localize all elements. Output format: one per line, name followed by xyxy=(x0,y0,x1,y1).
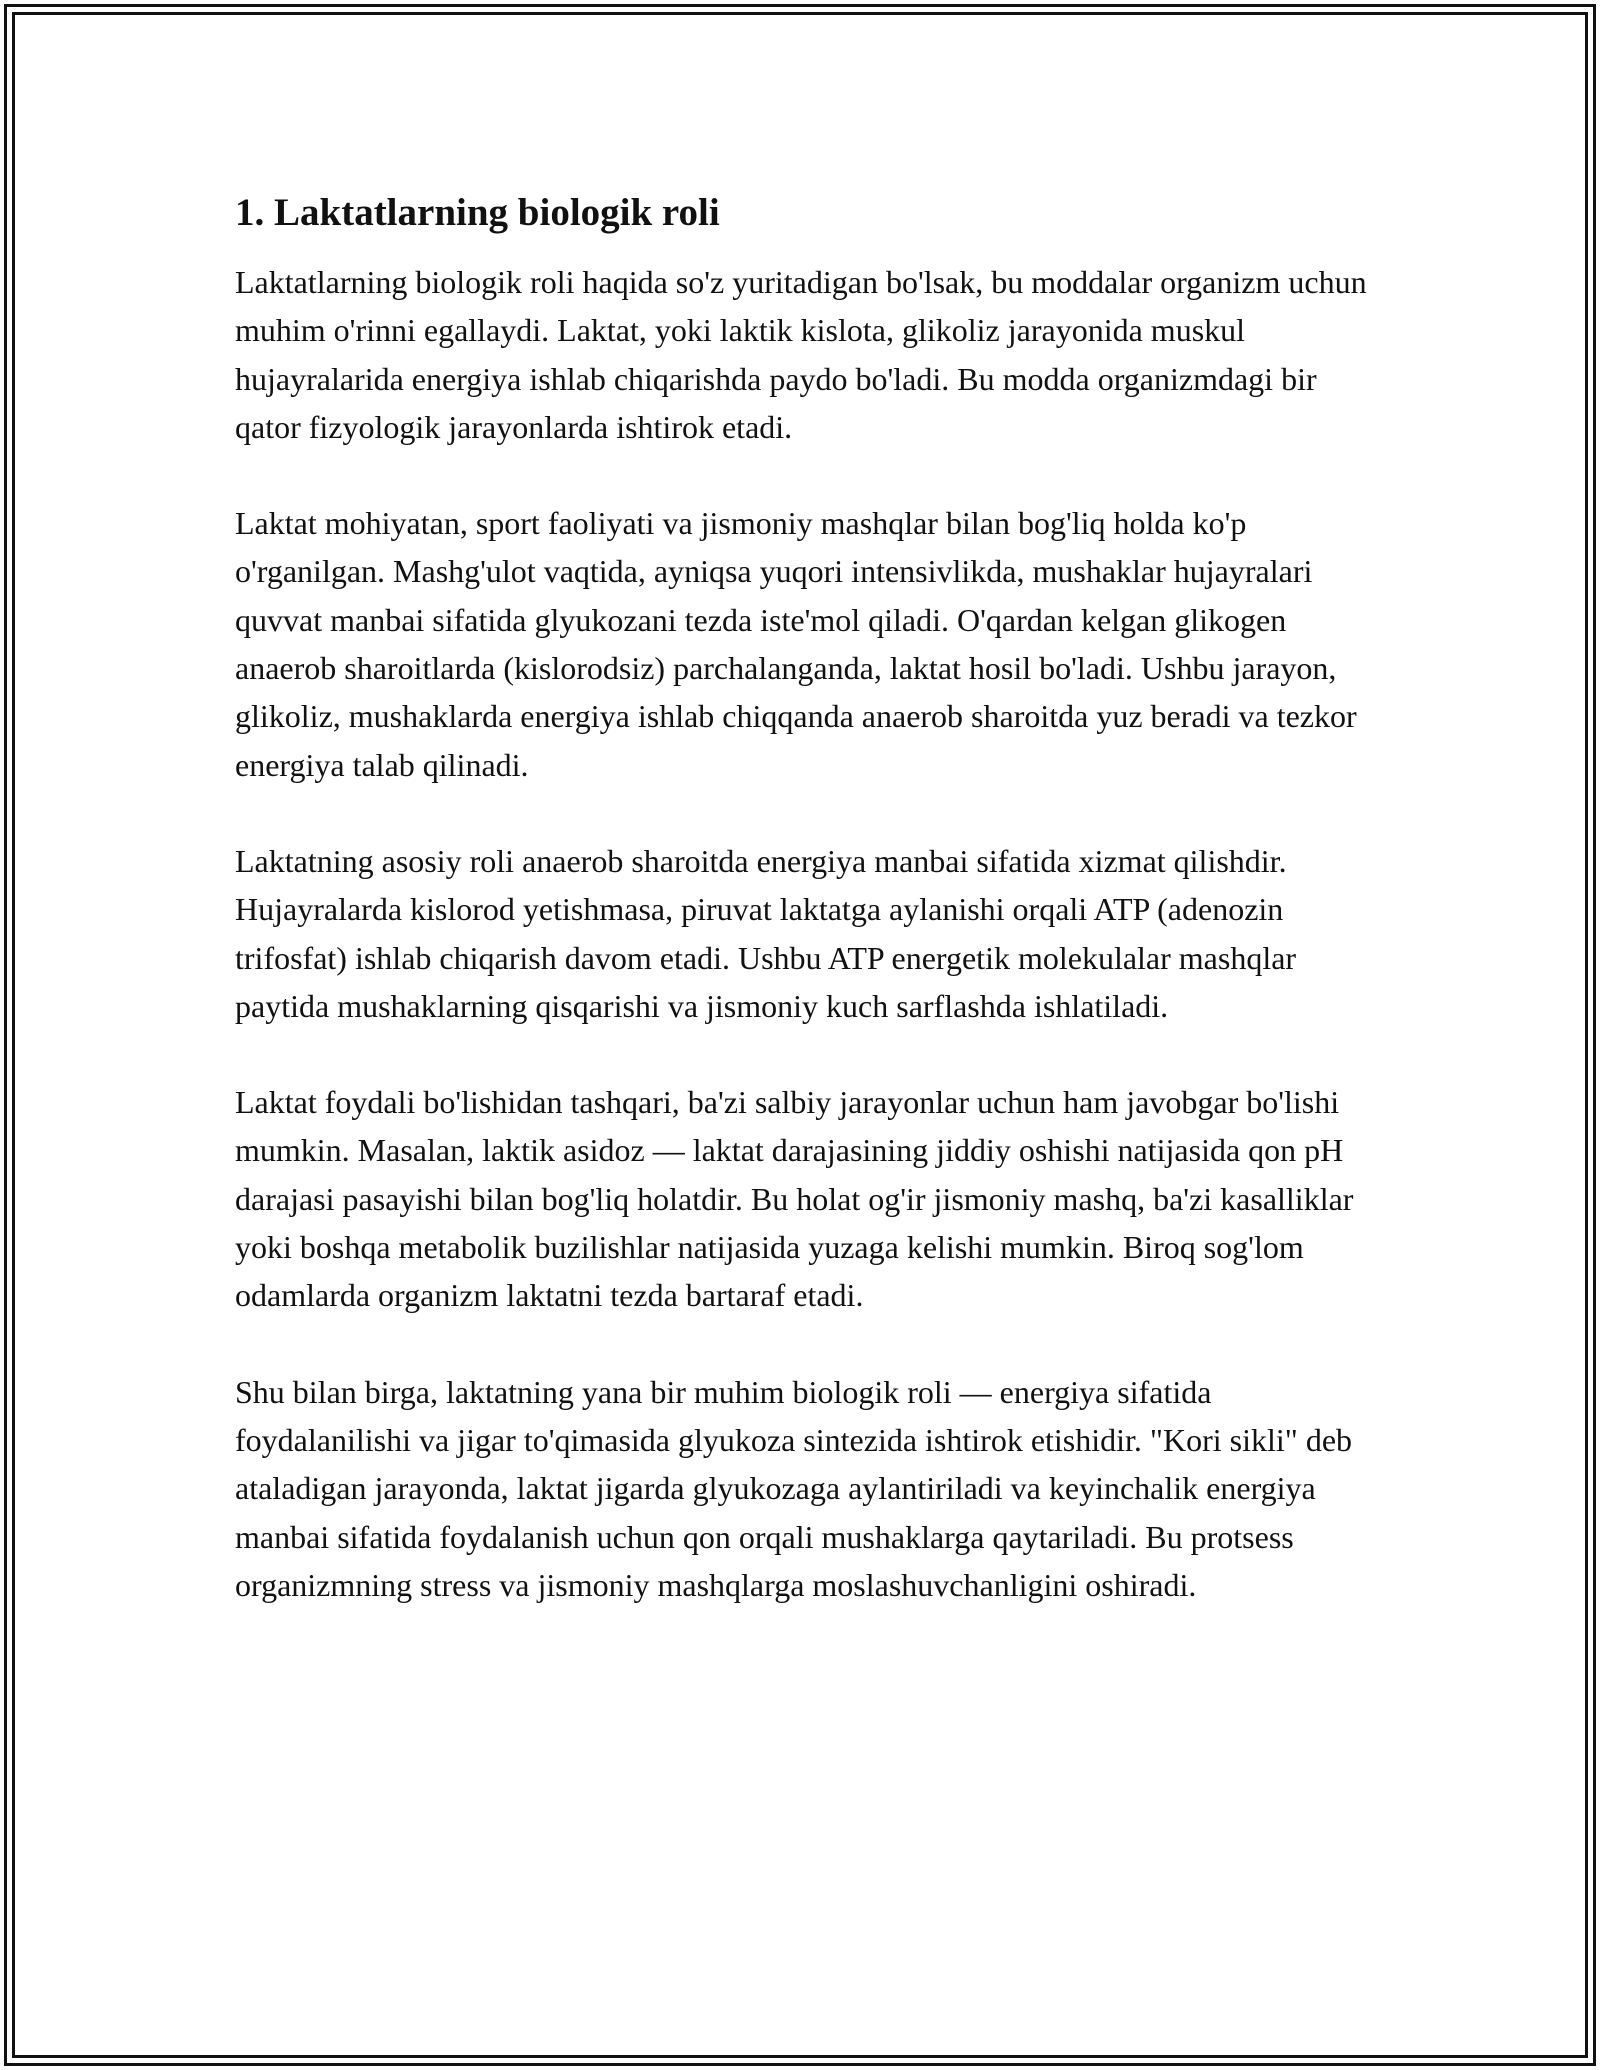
paragraph-1: Laktatlarning biologik roli haqida so'z yuritadigan bo'lsak, bu moddalar organizm uchun muhim o'rinni egallaydi. Laktat, yoki laktik kislota, glikoliz jarayonida muskul hujayralarida energiya ishlab chiqarishda paydo bo'ladi. Bu modda organizmdagi bir qator fizyologik jarayonlarda ishtirok etadi. xyxy=(235,264,1367,445)
paragraph-5: Shu bilan birga, laktatning yana bir muhim biologik roli — energiya sifatida foydalanilishi va jigar to'qimasida glyukoza sintezida ishtirok etishidir. "Kori sikli" deb ataladigan jarayonda, laktat jigarda glyukozaga aylantiriladi va keyinchalik energiya manbai sifatida foydalanish uchun qon orqali mushaklarga qaytariladi. Bu protsess organizmning stress va jismoniy mashqlarga moslashuvchanligini oshiradi. xyxy=(235,1373,1353,1603)
paragraph-3: Laktatning asosiy roli anaerob sharoitda energiya manbai sifatida xizmat qilishdir. Hujayralarda kislorod yetishmasa, piruvat laktatga aylanishi orqali ATP (adenozin trifosfat) ishlab chiqarish davom etadi. Ushbu ATP energetik molekulalar mashqlar paytida mushaklarning qisqarishi va jismoniy kuch sarflashda ishlatiladi. xyxy=(235,842,1297,1024)
section-heading: 1. Laktatlarning biologik roli xyxy=(235,191,720,234)
document-body xyxy=(235,186,1375,1657)
paragraph-2: Laktat mohiyatan, sport faoliyati va jismoniy mashqlar bilan bog'liq holda ko'p o'rganilgan. Mashg'ulot vaqtida, ayniqsa yuqori intensivlikda, mushaklar hujayralari quvvat manbai sifatida glyukozani tezda iste'mol qiladi. O'qardan kelgan glikogen anaerob sharoitlarda (kislorodsiz) parchalanganda, laktat hosil bo'ladi. Ushbu jarayon, glikoliz, mushaklarda energiya ishlab chiqqanda anaerob sharoitda yuz beradi va tezkor energiya talab qilinadi. xyxy=(235,505,1357,783)
paragraph-4: Laktat foydali bo'lishidan tashqari, ba'zi salbiy jarayonlar uchun ham javobgar bo'lishi mumkin. Masalan, laktik asidoz — laktat darajasining jiddiy oshishi natijasida qon pH darajasi pasayishi bilan bog'liq holatdir. Bu holat og'ir jismoniy mashq, ba'zi kasalliklar yoki boshqa metabolik buzilishlar natijasida yuzaga kelishi mumkin. Biroq sog'lom odamlarda organizm laktatni tezda bartaraf etadi. xyxy=(235,1084,1354,1314)
